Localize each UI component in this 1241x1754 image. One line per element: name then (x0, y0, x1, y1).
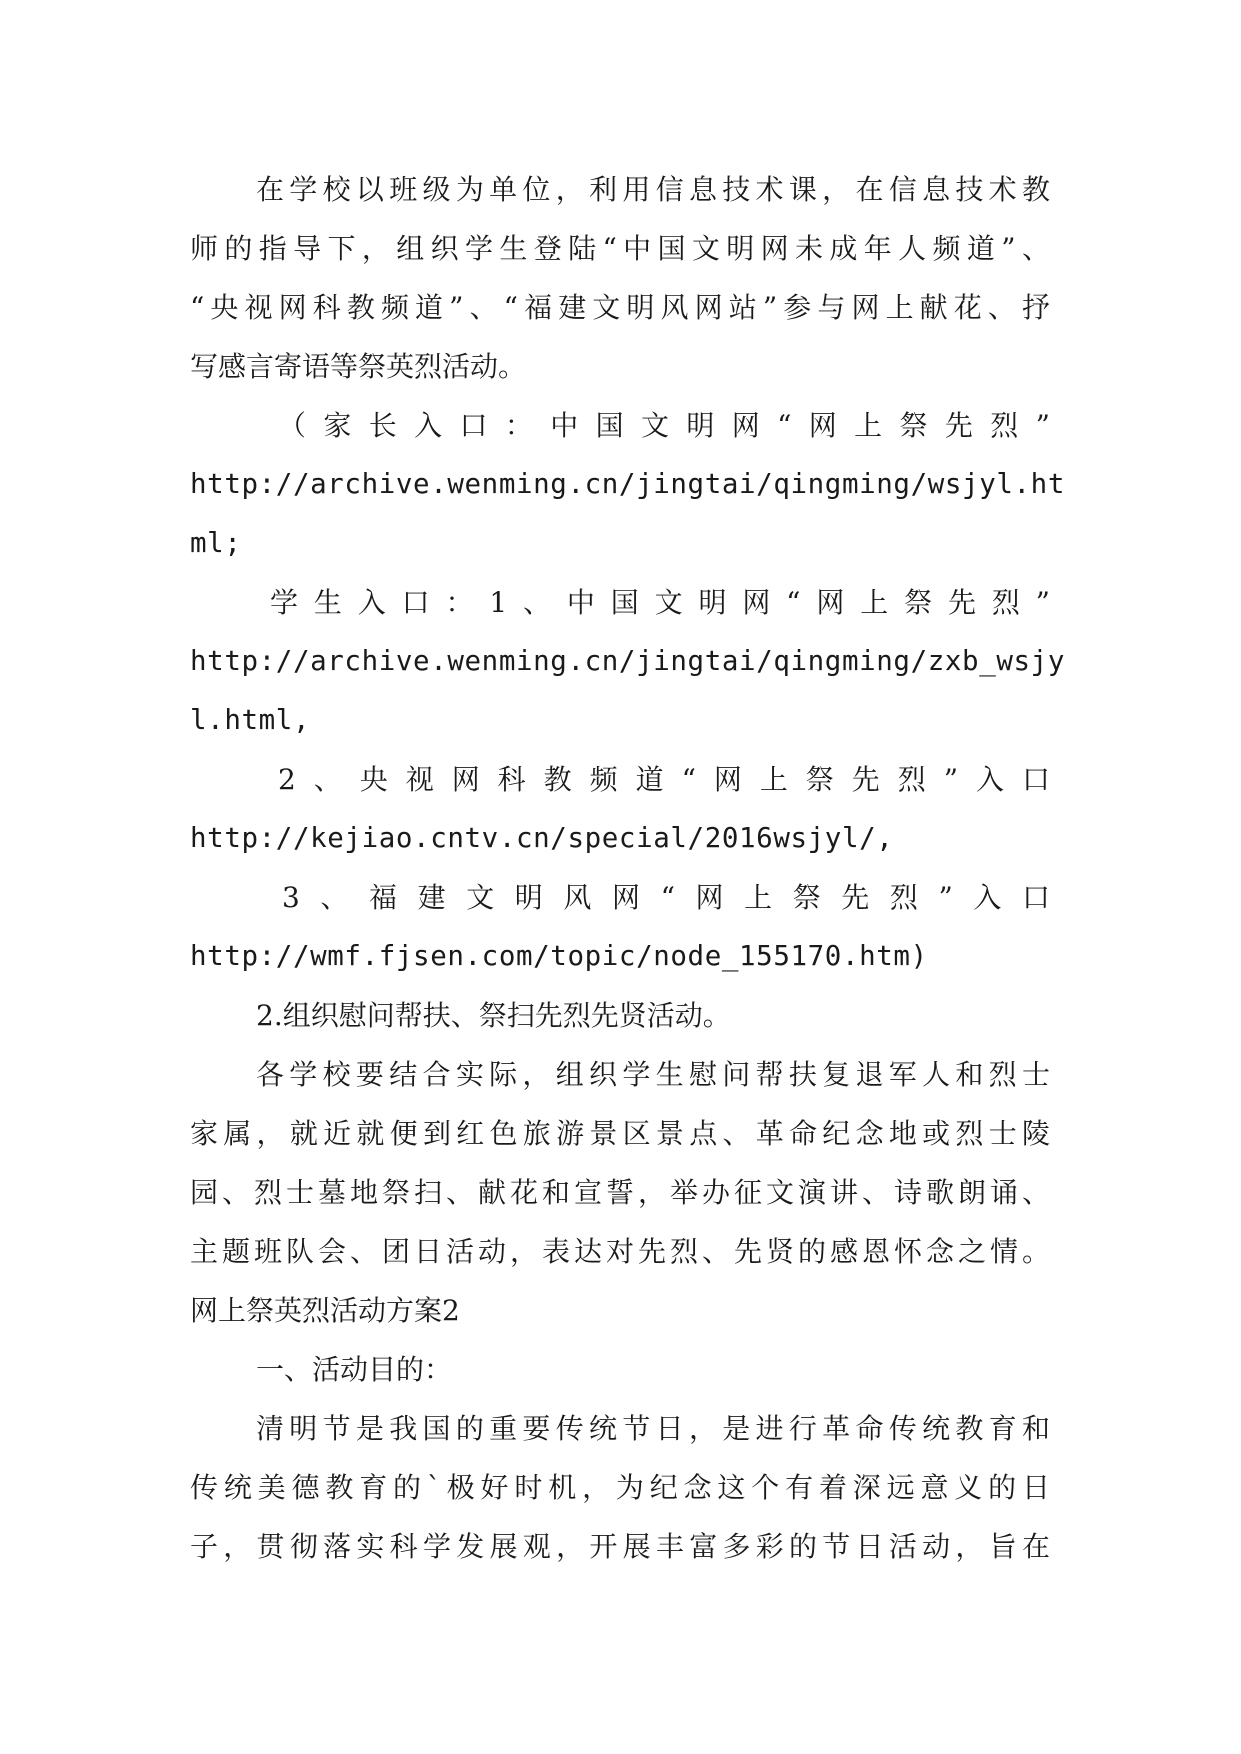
document-body (190, 160, 1065, 1576)
section-title: 网上祭英烈活动方案2 (190, 1294, 460, 1327)
url-line: http://archive.wenming.cn/jingtai/qingming/zxb_wsjy (190, 645, 1065, 677)
url-line: http://archive.wenming.cn/jingtai/qingming/wsjyl.ht (190, 468, 1065, 500)
paragraph-line: 子，贯彻落实科学发展观，开展丰富多彩的节日活动，旨在 (190, 1530, 1050, 1563)
paragraph-line: 写感言寄语等祭英烈活动。 (190, 350, 527, 383)
paragraph-line: 主题班队会、团日活动，表达对先烈、先贤的感恩怀念之情。 (190, 1235, 1050, 1268)
paragraph-line: 2.组织慰问帮扶、祭扫先烈先贤活动。 (256, 999, 731, 1032)
paragraph-line: 清明节是我国的重要传统节日，是进行革命传统教育和 (256, 1412, 1050, 1445)
paragraph-line: （家长入口：中国文明网“网上祭先烈” (278, 409, 1050, 442)
paragraph-line: 学生入口：1、中国文明网“网上祭先烈” (270, 586, 1050, 619)
paragraph-line: “央视网科教频道”、“福建文明风网站”参与网上献花、抒 (190, 291, 1050, 324)
paragraph-line: 师的指导下，组织学生登陆“中国文明网未成年人频道”、 (190, 232, 1050, 265)
url-line: http://kejiao.cntv.cn/special/2016wsjyl/, (190, 822, 894, 854)
paragraph-line: 传统美德教育的`极好时机，为纪念这个有着深远意义的日 (190, 1471, 1050, 1504)
paragraph-line: 园、烈士墓地祭扫、献花和宣誓，举办征文演讲、诗歌朗诵、 (190, 1176, 1050, 1209)
url-line: ml; (190, 527, 242, 559)
paragraph-line: 各学校要结合实际，组织学生慰问帮扶复退军人和烈士 (256, 1058, 1050, 1091)
paragraph-line: 家属，就近就便到红色旅游景区景点、革命纪念地或烈士陵 (190, 1117, 1050, 1150)
paragraph-line: 2、央视网科教频道“网上祭先烈”入口 (278, 763, 1050, 796)
paragraph-line: 在学校以班级为单位，利用信息技术课，在信息技术教 (256, 173, 1050, 206)
section-heading: 一、活动目的： (256, 1353, 453, 1386)
url-line: l.html, (190, 704, 311, 736)
paragraph-line: 3、福建文明风网“网上祭先烈”入口 (282, 881, 1050, 914)
url-line: http://wmf.fjsen.com/topic/node_155170.htm) (190, 940, 928, 972)
